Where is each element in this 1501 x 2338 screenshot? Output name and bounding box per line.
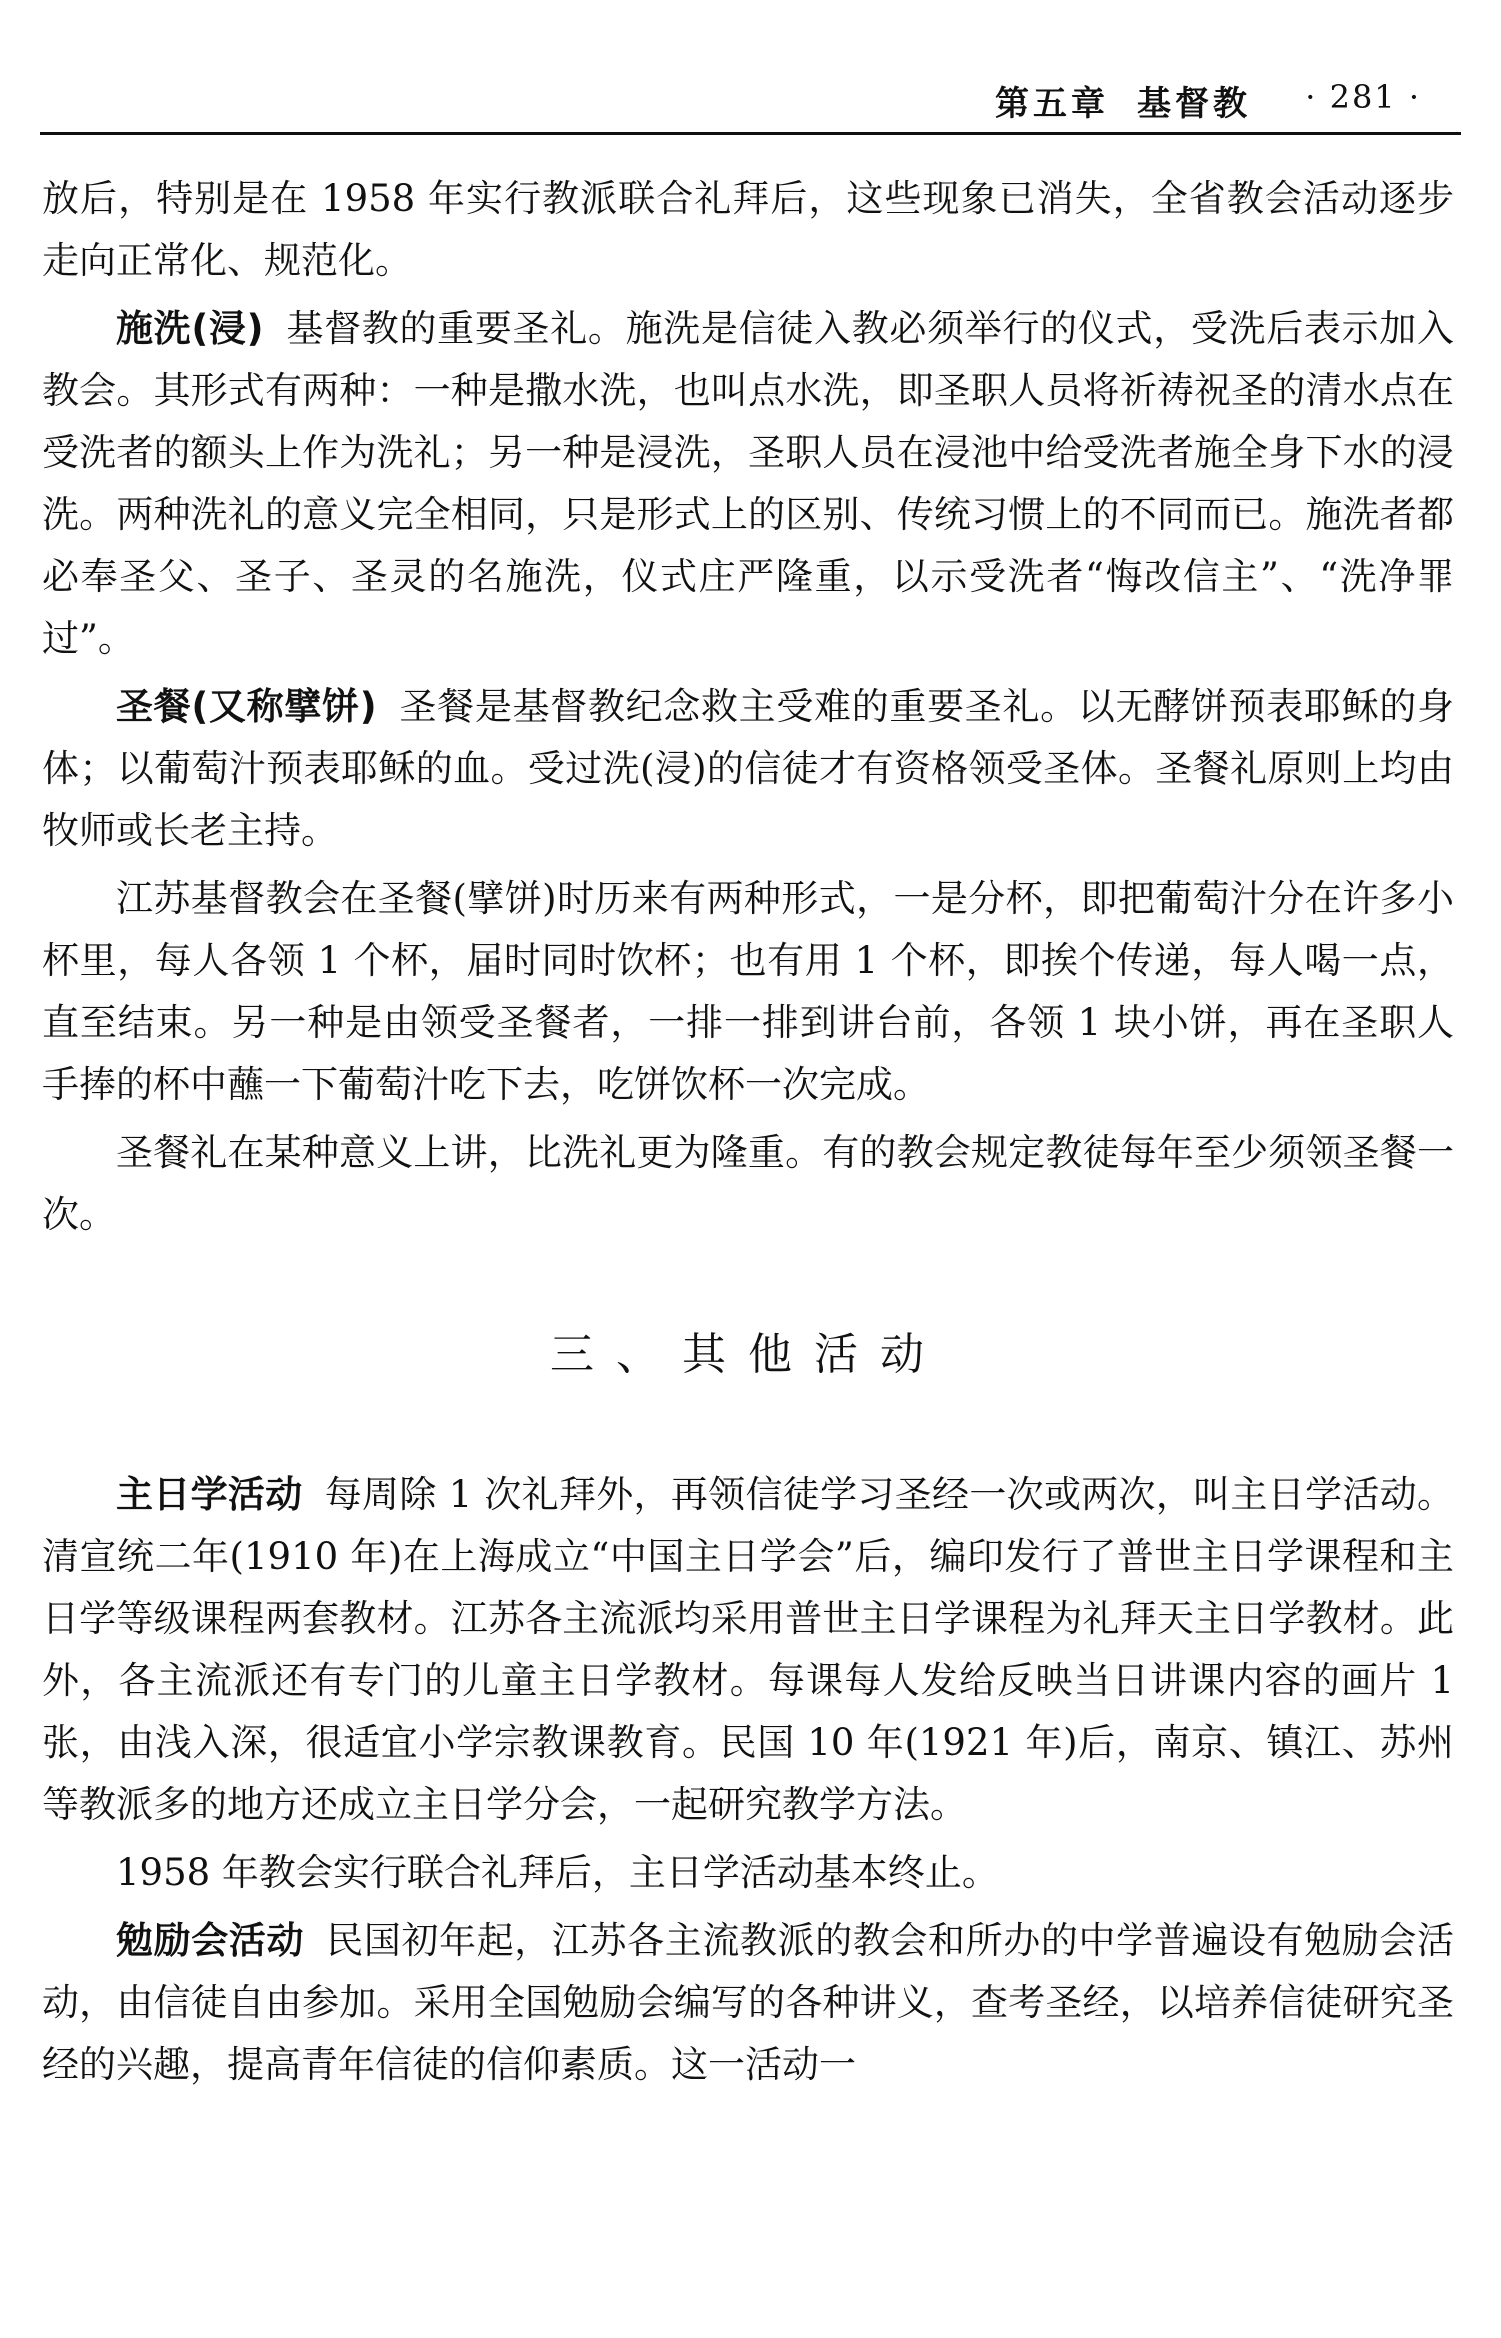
term-sunday-school: 主日学活动 [116,1473,303,1516]
page-body [42,168,1454,2102]
term-baptism: 施洗(浸) [116,307,264,350]
chapter-name: 基督教 [1137,84,1251,124]
term-communion: 圣餐(又称擘饼) [116,685,377,728]
paragraph-communion-importance: 圣餐礼在某种意义上讲，比洗礼更为隆重。有的教会规定教徒每年至少须领圣餐一次。 [42,1131,1454,1236]
paragraph-communion [42,676,1454,862]
paragraph-sunday-school [42,1464,1454,1836]
paragraph-christian-endeavor [42,1910,1454,2096]
term-christian-endeavor: 勉励会活动 [116,1919,305,1962]
paragraph-continued: 放后，特别是在 1958 年实行教派联合礼拜后，这些现象已消失，全省教会活动逐步走向正常化、规范化。 [42,177,1454,282]
section-heading: 三、其他活动 [550,1329,946,1380]
chapter-number: 第五章 [995,84,1109,124]
paragraph-christian-endeavor-text: 民国初年起，江苏各主流教派的教会和所办的中学普遍设有勉励会活动，由信徒自由参加。采用全国勉励会编写的各种讲义，查考圣经，以培养信徒研究圣经的兴趣，提高青年信徒的信仰素质。这一活动一 [42,1919,1454,2086]
paragraph-communion-text: 圣餐是基督教纪念救主受难的重要圣礼。以无酵饼预表耶稣的身体；以葡萄汁预表耶稣的血。受过洗(浸)的信徒才有资格领受圣体。圣餐礼原则上均由牧师或长老主持。 [42,685,1454,852]
chapter-title [995,76,1251,125]
running-header [40,72,1461,135]
page-number: · 281 · [1305,78,1421,116]
paragraph-sunday-school-text: 每周除 1 次礼拜外，再领信徒学习圣经一次或两次，叫主日学活动。清宣统二年(1910 年)在上海成立“中国主日学会”后，编印发行了普世主日学课程和主日学等级课程两套教材。江苏各主流派均采用普世主日学课程为礼拜天主日学教材。此外，各主流派还有专门的儿童主日学教材。每课每人发给反映当日讲课内容的画片 1 张，由浅入深，很适宜小学宗教课教育。民国 10 年(1921 年)后，南京、镇江、苏州等教派多的地方还成立主日学分会，一起研究教学方法。 [42,1473,1455,1826]
paragraph-baptism-text: 基督教的重要圣礼。施洗是信徒入教必须举行的仪式，受洗后表示加入教会。其形式有两种：一种是撒水洗，也叫点水洗，即圣职人员将祈祷祝圣的清水点在受洗者的额头上作为洗礼；另一种是浸洗，圣职人员在浸池中给受洗者施全身下水的浸洗。两种洗礼的意义完全相同，只是形式上的区别、传统习惯上的不同而已。施洗者都必奉圣父、圣子、圣灵的名施洗，仪式庄严隆重，以示受洗者“悔改信主”、“洗净罪过”。 [42,307,1454,660]
paragraph-baptism [42,298,1454,670]
paragraph-sunday-school-end: 1958 年教会实行联合礼拜后，主日学活动基本终止。 [116,1851,999,1894]
paragraph-communion-forms: 江苏基督教会在圣餐(擘饼)时历来有两种形式，一是分杯，即把葡萄汁分在许多小杯里，每人各领 1 个杯，届时同时饮杯；也有用 1 个杯，即挨个传递，每人喝一点，直至结束。另一种是由领受圣餐者，一排一排到讲台前，各领 1 块小饼，再在圣职人手捧的杯中蘸一下葡萄汁吃下去，吃饼饮杯一次完成。 [42,877,1454,1106]
